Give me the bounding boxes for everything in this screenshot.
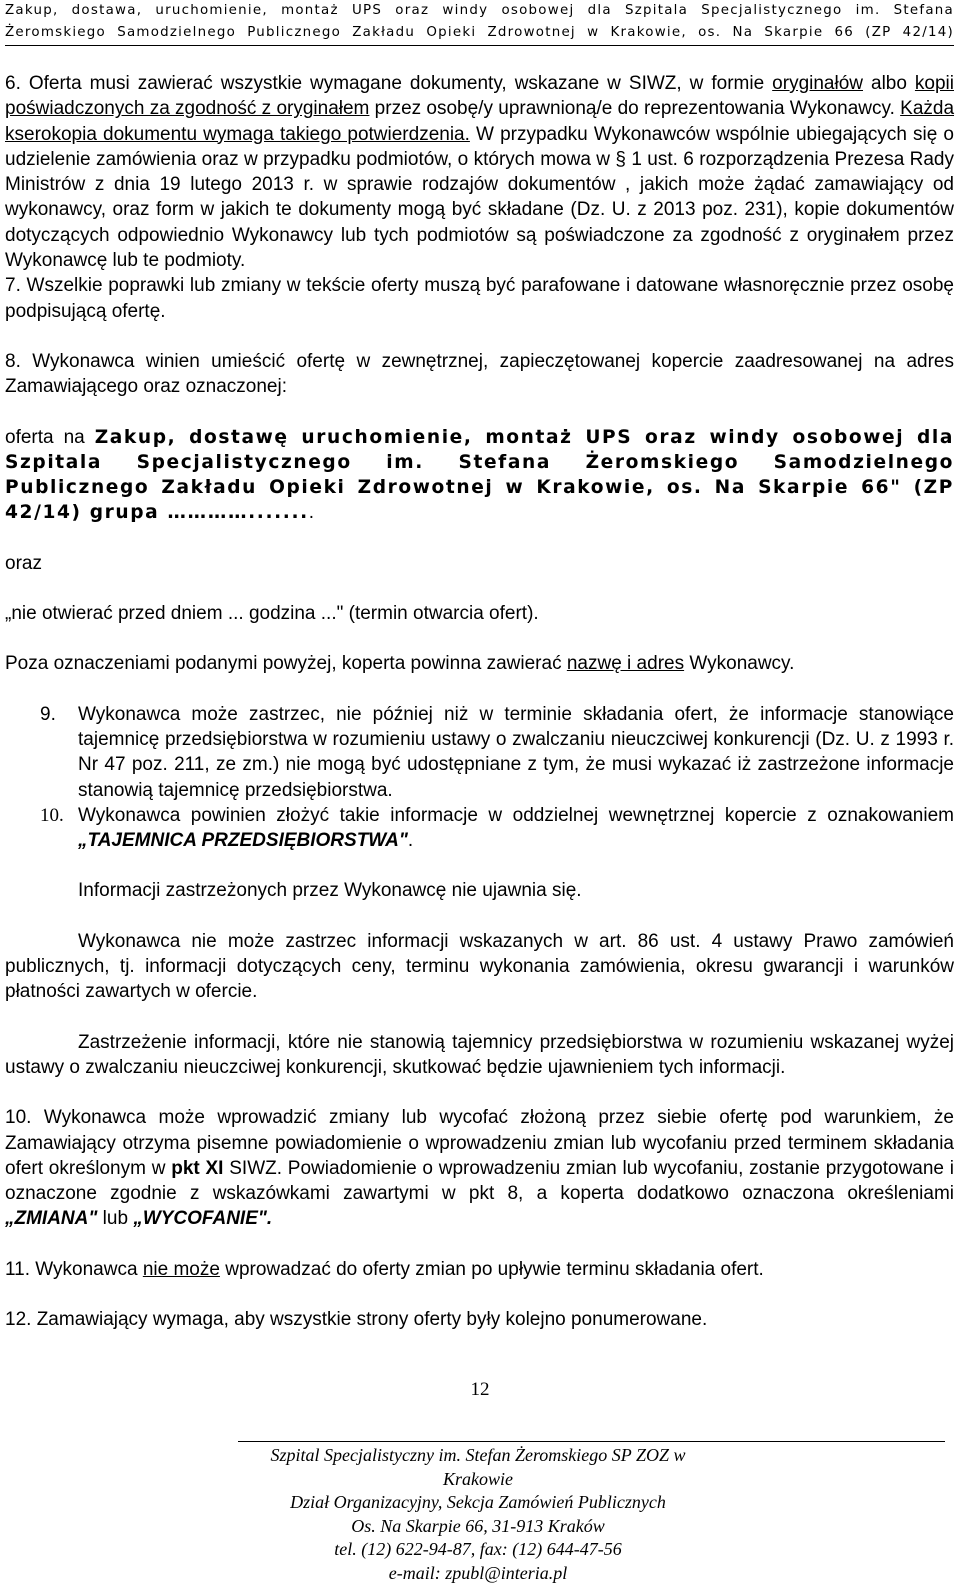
- underlined-cannot: nie może: [143, 1259, 220, 1280]
- running-header: [5, 0, 954, 44]
- spacer: [5, 1005, 954, 1030]
- section-10-trade-secret: 10. Wykonawca powinien złożyć takie informacje w oddzielnej wewnętrznej kopercie z oznakowaniem „TAJEMNICA PRZEDSIĘBIORSTWA".: [5, 803, 954, 854]
- spacer: [5, 1080, 954, 1105]
- spacer: [5, 1282, 954, 1307]
- header-line-1: Zakup, dostawa, uruchomienie, montaż UPS oraz windy osobowej dla Szpitala Specjalistycznego im. Stefana: [5, 0, 954, 22]
- footer-phone-fax: tel. (12) 622-94-87, fax: (12) 644-47-56: [238, 1538, 718, 1562]
- spacer: [5, 904, 954, 929]
- footer-hospital-name: Szpital Specjalistyczny im. Stefan Żeromskiego SP ZOZ w Krakowie: [238, 1444, 718, 1491]
- zmiana-marking: „ZMIANA": [5, 1208, 97, 1229]
- envelope-contents-note: Poza oznaczeniami podanymi powyżej, koperta powinna zawierać nazwę i adres Wykonawcy.: [5, 651, 954, 676]
- spacer: [5, 853, 954, 878]
- pkt-xi-bold: pkt XI: [171, 1158, 223, 1179]
- footer-department: Dział Organizacyjny, Sekcja Zamówień Publicznych: [238, 1491, 718, 1515]
- section-9: 9. Wykonawca może zastrzec, nie później niż w terminie składania ofert, że informacje stanowiące tajemnicę przedsiębiorstwa w rozumieniu ustawy o zwalczaniu nieuczciwej konkurencji (Dz. U. z 1993 r. Nr 47 poz. 211, ze zm.) nie mogą być udostępniane z tym, że musi wykazać iż zastrzeżone informacje stanowią tajemnicę przedsiębiorstwa.: [5, 702, 954, 803]
- spacer: [5, 400, 954, 425]
- section-10-number: 10.: [40, 803, 64, 828]
- section-11: 11. Wykonawca nie może wprowadzać do oferty zmian po upływie terminu składania ofert.: [5, 1257, 954, 1282]
- trade-secret-marking: „TAJEMNICA PRZEDSIĘBIORSTWA": [78, 830, 408, 851]
- section-7: 7. Wszelkie poprawki lub zmiany w tekście oferty muszą być parafowane i datowane własnoręcznie przez osobę podpisującą ofertę.: [5, 273, 954, 324]
- page-number: 12: [0, 1379, 960, 1401]
- underlined-certified-copies: kopii poświadczonych za zgodność z oryginałem: [5, 73, 954, 119]
- cannot-restrict-info: Wykonawca nie może zastrzec informacji wskazanych w art. 86 ust. 4 ustawy Prawo zamówień publicznych, tj. informacji dotyczących ceny, terminu wykonania zamówienia, okresu gwarancji i warunków płatności zawartych w ofercie.: [5, 929, 954, 1005]
- header-rule: [5, 45, 954, 46]
- info-not-disclosed: Informacji zastrzeżonych przez Wykonawcę nie ujawnia się.: [5, 878, 954, 903]
- spacer: [5, 576, 954, 601]
- restriction-consequence: Zastrzeżenie informacji, które nie stanowią tajemnicy przedsiębiorstwa w rozumieniu wskazanej wyżej ustawy o zwalczaniu nieuczciwej konkurencji, skutkować będzie ujawnieniem tych informacji.: [5, 1030, 954, 1081]
- footer-email: e-mail: zpubl@interia.pl: [238, 1562, 718, 1585]
- spacer: [5, 526, 954, 551]
- offer-label: oferta na Zakup, dostawę uruchomienie, montaż UPS oraz windy osobowej dla Szpitala Specjalistycznego im. Stefana Żeromskiego Samodzielnego Publicznego Zakładu Opieki Zdrowotnej w Krakowie, os. Na Skarpie 66" (ZP 42/14) grupa …………........: [5, 425, 954, 526]
- section-10-changes: 10. Wykonawca może wprowadzić zmiany lub wycofać złożoną przez siebie ofertę pod warunkiem, że Zamawiający otrzyma pisemne powiadomienie o wprowadzeniu zmian lub wycofaniu przed terminem składania ofert określonym w pkt XI SIWZ. Powiadomienie o wprowadzeniu zmian lub wycofaniu, zostanie przygotowane i oznaczone zgodnie z wskazówkami zawartymi w pkt 8, a koperta dodatkowo oznaczona określeniami „ZMIANA" lub „WYCOFANIE".: [5, 1105, 954, 1231]
- do-not-open-label: „nie otwierać przed dniem ... godzina ..." (termin otwarcia ofert).: [5, 601, 954, 626]
- offer-title-bold: Zakup, dostawę uruchomienie, montaż UPS oraz windy osobowej dla Szpitala Specjalistycznego im. Stefana Żeromskiego Samodzielnego Publicznego Zakładu Opieki Zdrowotnej w Krakowie, os. Na Skarpie 66" (ZP 42/14) grupa ………….......: [5, 427, 954, 524]
- page-footer: [238, 1441, 945, 1585]
- wycofanie-marking: „WYCOFANIE".: [133, 1208, 272, 1229]
- section-8: 8. Wykonawca winien umieścić ofertę w zewnętrznej, zapieczętowanej kopercie zaadresowanej na adres Zamawiającego oraz oznaczonej:: [5, 349, 954, 400]
- section-9-number: 9.: [40, 702, 56, 727]
- section-12: 12. Zamawiający wymaga, aby wszystkie strony oferty były kolejno ponumerowane.: [5, 1307, 954, 1332]
- footer-address: Os. Na Skarpie 66, 31-913 Kraków: [238, 1515, 718, 1539]
- spacer: [5, 1232, 954, 1257]
- document-body: [5, 71, 954, 1332]
- underlined-originals: oryginałów: [772, 73, 863, 94]
- spacer: [5, 324, 954, 349]
- underlined-name-address: nazwę i adres: [567, 653, 684, 674]
- underlined-copy-requirement: Każda kserokopia dokumentu wymaga takiego potwierdzenia.: [5, 98, 954, 144]
- section-6: 6. Oferta musi zawierać wszystkie wymagane dokumenty, wskazane w SIWZ, w formie oryginałów albo kopii poświadczonych za zgodność z oryginałem przez osobę/y uprawnioną/e do reprezentowania Wykonawcy. Każda kserokopia dokumentu wymaga takiego potwierdzenia. W przypadku Wykonawców wspólnie ubiegających się o udzielenie zamówienia oraz w przypadku podmiotów, o których mowa w § 1 ust. 6 rozporządzenia Prezesa Rady Ministrów z dnia 19 lutego 2013 r. w sprawie rodzajów dokumentów , jakich może żądać zamawiający od wykonawcy, oraz form w jakich te dokumenty mogą być składane (Dz. U. z 2013 poz. 231), kopie dokumentów dotyczących odpowiednio Wykonawcy lub tych podmiotów są poświadczone za zgodność z oryginałem przez Wykonawcę lub te podmioty.: [5, 71, 954, 273]
- spacer: [5, 677, 954, 702]
- header-line-2: Żeromskiego Samodzielnego Publicznego Zakładu Opieki Zdrowotnej w Krakowie, os. Na Skarpie 66 (ZP 42/14): [5, 22, 954, 44]
- spacer: [5, 626, 954, 651]
- oraz-text: oraz: [5, 551, 954, 576]
